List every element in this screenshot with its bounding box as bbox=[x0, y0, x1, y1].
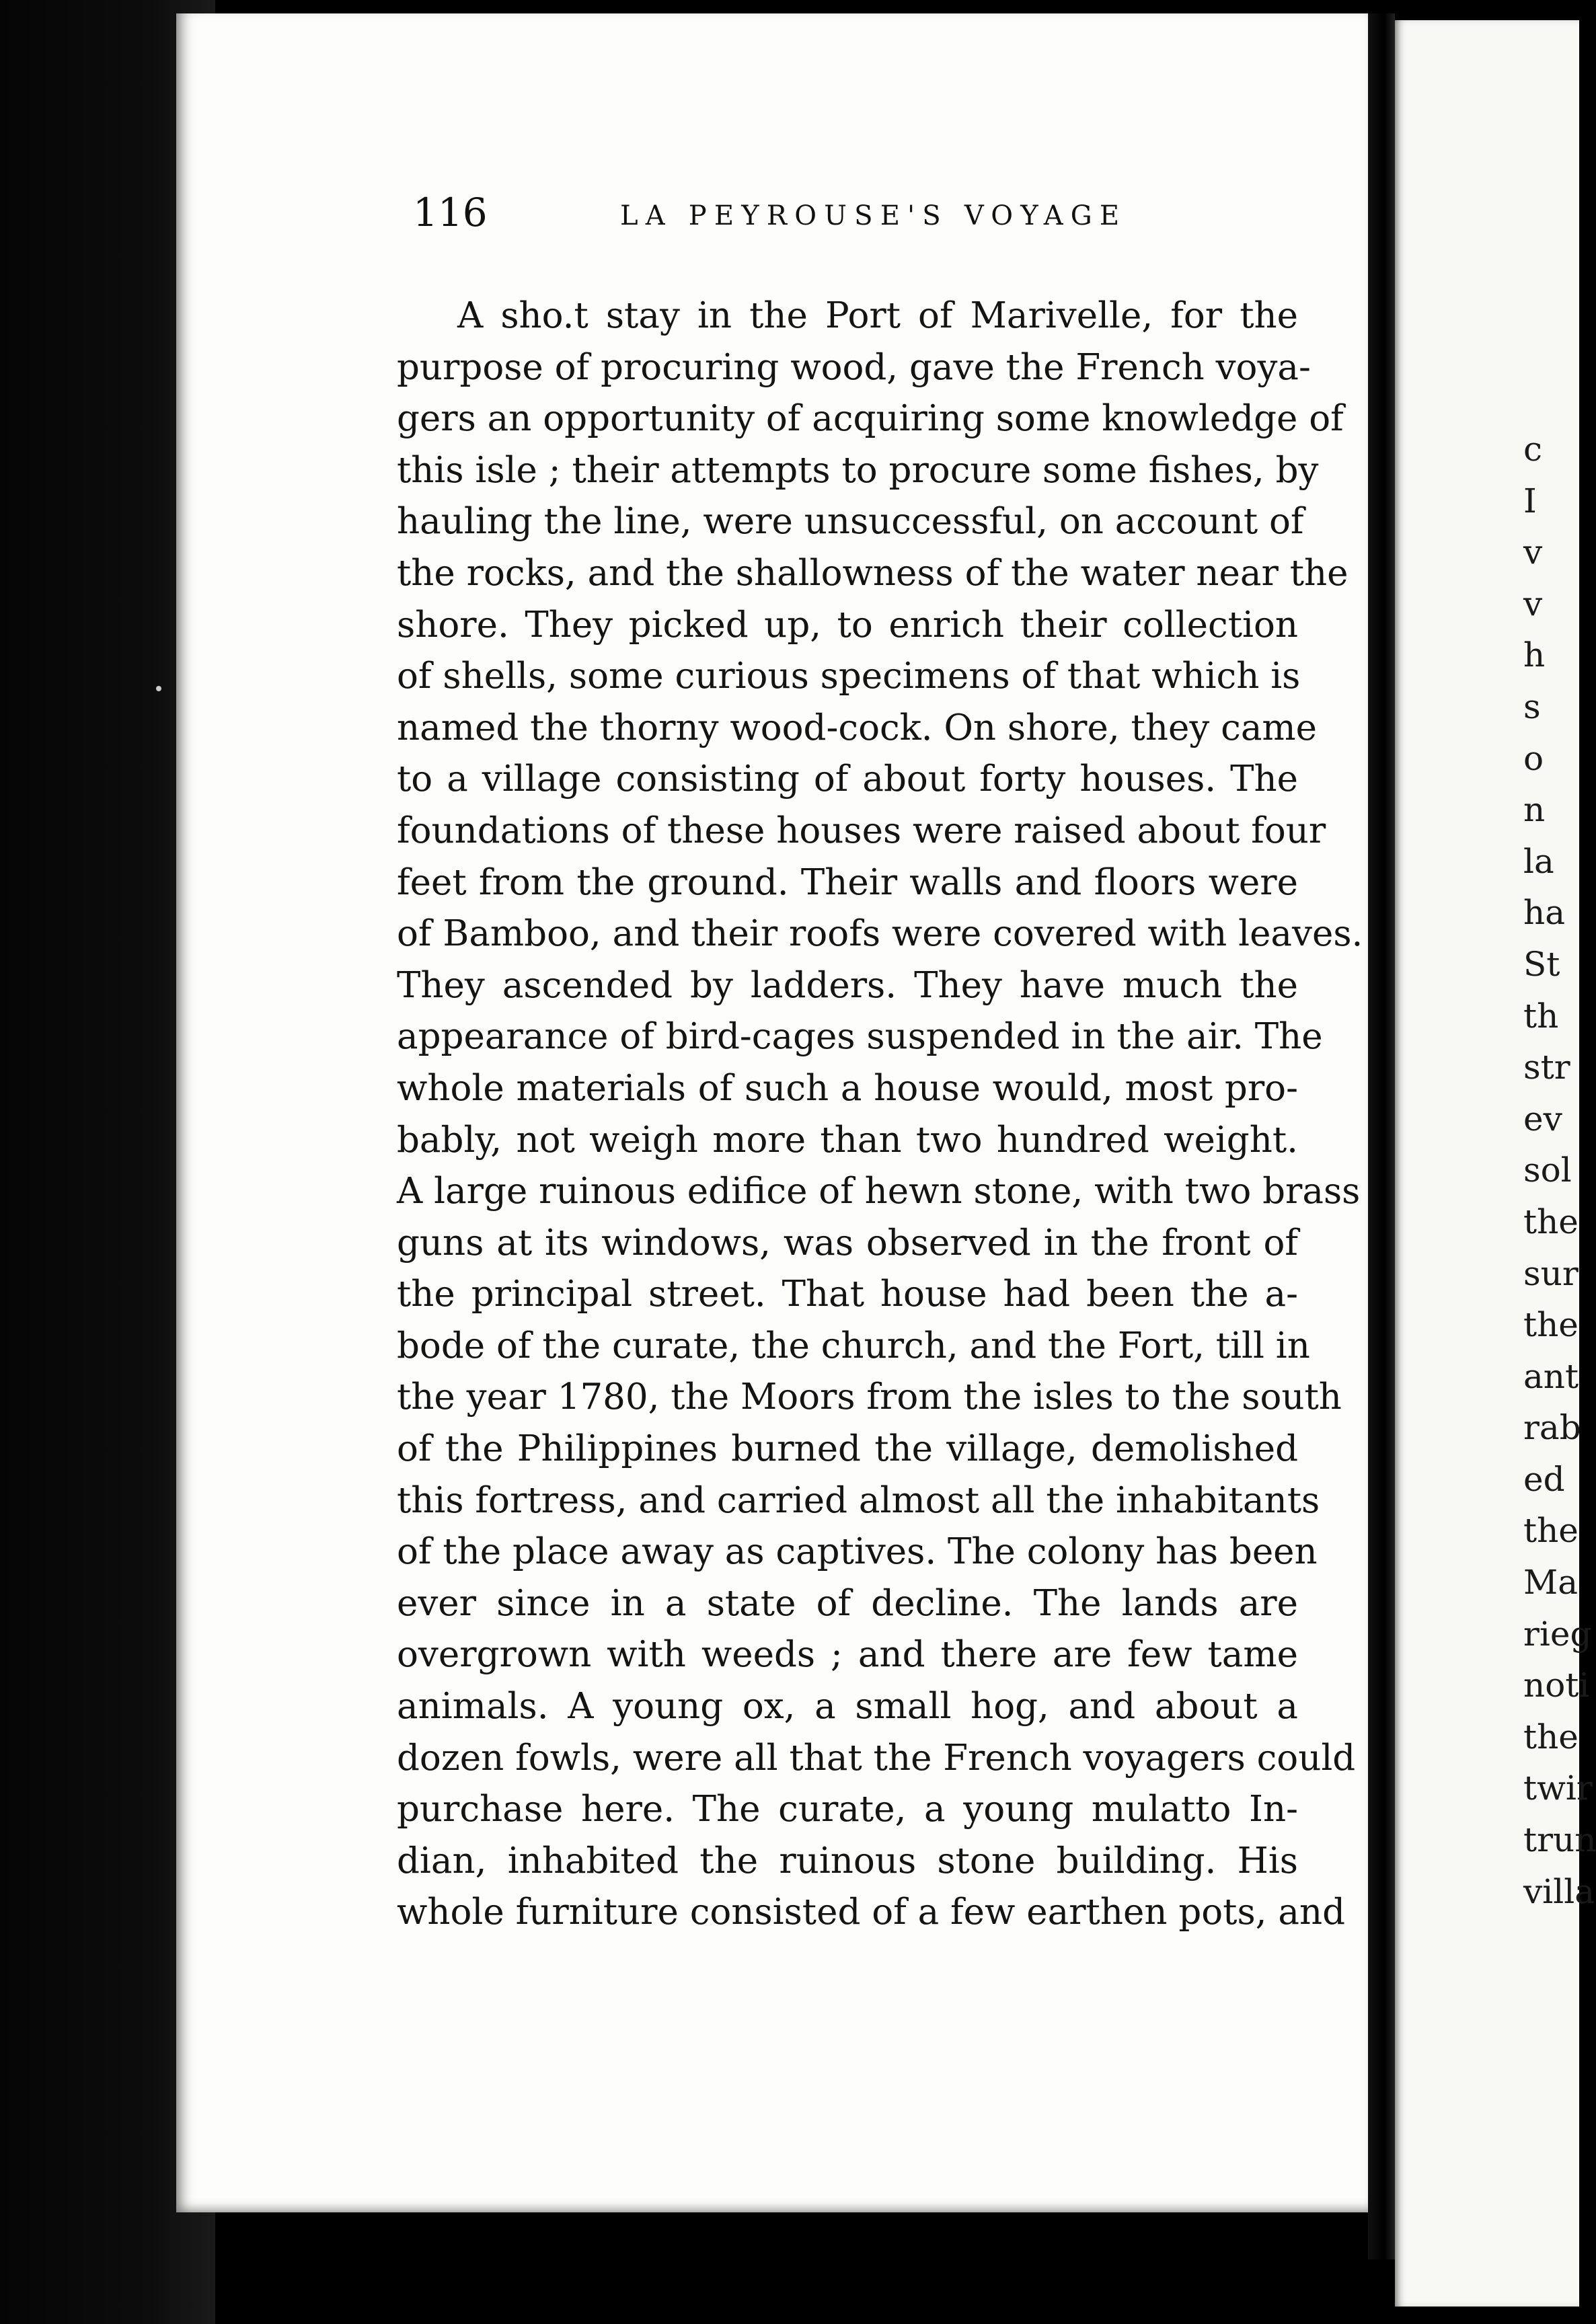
facing-page-fragment: s bbox=[1523, 687, 1541, 726]
text-line: to a village consisting of about forty houses. The bbox=[397, 759, 1298, 800]
text-line: the principal street. That house had been the a- bbox=[397, 1274, 1298, 1315]
page-number: 116 bbox=[413, 190, 488, 235]
text-line: gers an opportunity of acquiring some knowledge of bbox=[397, 398, 1344, 440]
text-line: dian, inhabited the ruinous stone building. His bbox=[397, 1840, 1298, 1882]
text-line: appearance of bird-cages suspended in the air. The bbox=[397, 1016, 1323, 1058]
paper-speck bbox=[156, 686, 161, 691]
facing-page-fragment: v bbox=[1523, 584, 1543, 623]
facing-page-fragment: trun bbox=[1523, 1820, 1596, 1860]
text-line: of the place away as captives. The colony has been bbox=[397, 1531, 1318, 1573]
facing-page-fragment: rab bbox=[1523, 1408, 1581, 1448]
facing-page-fragment: v bbox=[1523, 533, 1543, 572]
page-gutter bbox=[1368, 13, 1395, 2259]
facing-page-fragment: the bbox=[1523, 1717, 1579, 1756]
text-line: purchase here. The curate, a young mulatto In- bbox=[397, 1789, 1298, 1830]
text-line: animals. A young ox, a small hog, and about a bbox=[397, 1686, 1298, 1728]
facing-page-text bbox=[1523, 424, 1596, 1917]
facing-page-fragment: sol bbox=[1523, 1151, 1572, 1190]
facing-page-fragment: str bbox=[1523, 1048, 1570, 1087]
text-line: overgrown with weeds ; and there are few tame bbox=[397, 1634, 1298, 1676]
text-line: hauling the line, were unsuccessful, on account of bbox=[397, 501, 1304, 543]
text-line: purpose of procuring wood, gave the French voya- bbox=[397, 346, 1311, 388]
facing-page-fragment: ed bbox=[1523, 1459, 1565, 1499]
text-line: of shells, some curious specimens of that which is bbox=[397, 656, 1301, 697]
text-line: A sho.t stay in the Port of Marivelle, for the bbox=[457, 295, 1298, 336]
facing-page-fragment: the bbox=[1523, 1202, 1579, 1241]
body-text bbox=[397, 290, 1363, 1939]
text-line: the rocks, and the shallowness of the water near the bbox=[397, 552, 1348, 594]
text-line: this fortress, and carried almost all the inhabitants bbox=[397, 1479, 1320, 1521]
facing-page-fragment: villa bbox=[1523, 1871, 1595, 1911]
text-line: whole materials of such a house would, most pro- bbox=[397, 1067, 1298, 1109]
text-line: A large ruinous edifice of hewn stone, with two brass bbox=[397, 1171, 1361, 1212]
running-head: LA PEYROUSE'S VOYAGE bbox=[620, 200, 1127, 231]
text-line: They ascended by ladders. They have much the bbox=[397, 964, 1298, 1006]
facing-page-fragment: h bbox=[1523, 635, 1546, 675]
facing-page-fragment: rieg bbox=[1523, 1614, 1592, 1654]
facing-page-fragment: la bbox=[1523, 841, 1554, 881]
text-line: shore. They picked up, to enrich their collection bbox=[397, 604, 1298, 646]
facing-page-fragment: Ma bbox=[1523, 1563, 1579, 1602]
facing-page-fragment: twir bbox=[1523, 1769, 1593, 1808]
text-line: bode of the curate, the church, and the Fort, till in bbox=[397, 1325, 1310, 1366]
facing-page-fragment: th bbox=[1523, 996, 1559, 1036]
text-line: guns at its windows, was observed in the front of bbox=[397, 1222, 1298, 1264]
facing-page-fragment: n bbox=[1523, 790, 1546, 830]
facing-page-fragment: sur bbox=[1523, 1253, 1579, 1293]
text-line: named the thorny wood-cock. On shore, they came bbox=[397, 707, 1318, 748]
facing-page-fragment: ha bbox=[1523, 893, 1566, 933]
text-line: whole furniture consisted of a few earthen pots, and bbox=[397, 1892, 1346, 1933]
facing-page-fragment: c bbox=[1523, 430, 1543, 469]
facing-page-fragment: I bbox=[1523, 481, 1537, 520]
facing-page-fragment: noti bbox=[1523, 1666, 1590, 1705]
facing-page-fragment: the bbox=[1523, 1511, 1579, 1551]
text-line: the year 1780, the Moors from the isles to the south bbox=[397, 1377, 1342, 1418]
text-line: ever since in a state of decline. The lands are bbox=[397, 1582, 1298, 1624]
text-line: of the Philippines burned the village, demolished bbox=[397, 1428, 1298, 1470]
text-line: foundations of these houses were raised about four bbox=[397, 810, 1326, 851]
text-line: bably, not weigh more than two hundred weight. bbox=[397, 1119, 1298, 1161]
facing-page-fragment: ev bbox=[1523, 1099, 1562, 1138]
text-line: feet from the ground. Their walls and floors were bbox=[397, 861, 1298, 903]
text-line: dozen fowls, were all that the French voyagers could bbox=[397, 1737, 1356, 1779]
text-line: of Bamboo, and their roofs were covered with leaves. bbox=[397, 913, 1363, 955]
facing-page-fragment: the bbox=[1523, 1305, 1579, 1345]
facing-page-fragment: St bbox=[1523, 944, 1560, 984]
facing-page-fragment: o bbox=[1523, 738, 1544, 778]
facing-page-fragment: ant bbox=[1523, 1356, 1579, 1396]
text-line: this isle ; their attempts to procure some fishes, by bbox=[397, 449, 1319, 491]
